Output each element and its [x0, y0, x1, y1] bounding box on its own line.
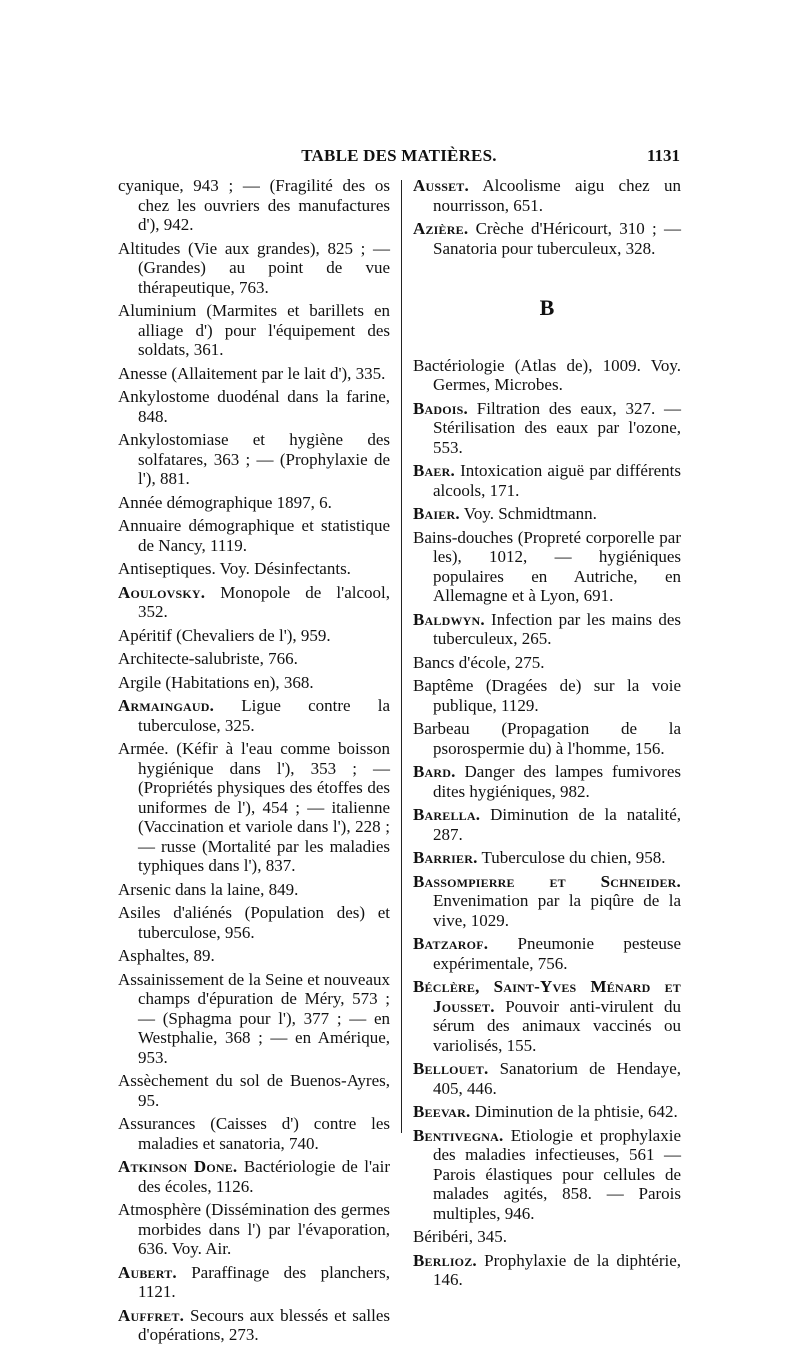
- index-entry: [118, 649, 390, 669]
- index-entry: [413, 1227, 681, 1247]
- author-name: Aubert.: [118, 1262, 177, 1282]
- index-entry: [118, 516, 390, 555]
- entry-text: Argile (Habitations en), 368.: [118, 672, 314, 692]
- author-name: Béclère, Saint-Yves Ménard et Jousset.: [413, 977, 681, 1016]
- entry-text: Assurances (Caisses d') contre les maladies et sanatoria, 740.: [118, 1114, 390, 1153]
- entry-text: Ankylostomiase et hygiène des solfatares, 363 ; — (Prophylaxie de l'), 881.: [118, 430, 390, 488]
- entry-text: Asiles d'aliénés (Population des) et tuberculose, 956.: [118, 903, 390, 942]
- author-name: Batzarof.: [413, 934, 489, 953]
- entry-text: Anesse (Allaitement par le lait d'), 335.: [118, 363, 386, 383]
- entry-text: Atmosphère (Dissémination des germes morbides dans l') par l'évaporation, 636. Voy. Air.: [118, 1200, 390, 1258]
- entry-text: Armée. (Kéfir à l'eau comme boisson hygiénique dans l'), 353 ; — (Propriétés physiques des étoffes des uniformes de l'), 454 ; — italienne (Vaccination et variole dans l'), 228 ; — russe (Mortalité par les maladies typhiques dans l'), 837.: [118, 739, 390, 875]
- entry-text: Infection par les mains des tuberculeux, 265.: [433, 609, 681, 648]
- author-name: Bard.: [413, 762, 456, 781]
- author-name: Beevar.: [413, 1102, 471, 1121]
- index-entry: [118, 1306, 390, 1345]
- entry-text: Bancs d'école, 275.: [413, 652, 545, 672]
- index-entry: [413, 1126, 681, 1224]
- index-entry: [118, 559, 390, 579]
- entry-text: Diminution de la phtisie, 642.: [470, 1102, 678, 1121]
- entry-text: Bains-douches (Propreté corporelle par les), 1012, — hygiéniques populaires en Autriche, en Allemagne et à Lyon, 691.: [413, 527, 681, 605]
- entry-text: cyanique, 943 ; — (Fragilité des os chez les ouvriers des manufactures d'), 942.: [118, 176, 390, 234]
- entry-text: Bactériologie (Atlas de), 1009. Voy. Germes, Microbes.: [413, 355, 681, 394]
- index-entry: [118, 239, 390, 298]
- index-entry: [118, 673, 390, 693]
- index-entry: [413, 719, 681, 758]
- index-entry: [118, 880, 390, 900]
- running-title: TABLE DES MATIÈRES.: [301, 146, 497, 165]
- index-entry: [413, 1102, 681, 1122]
- entry-text: Sanatorium de Hendaye, 405, 446.: [433, 1059, 681, 1098]
- entry-text: Aluminium (Marmites et barillets en alliage d') pour l'équipement des soldats, 361.: [118, 301, 390, 359]
- entry-text: Secours aux blessés et salles d'opérations, 273.: [138, 1305, 390, 1344]
- index-entry: [118, 903, 390, 942]
- index-entry: [118, 739, 390, 876]
- author-name: Baer.: [413, 461, 455, 480]
- entry-text: Danger des lampes fumivores dites hygiéniques, 982.: [433, 762, 681, 801]
- entry-text: Barbeau (Propagation de la psorospermie du) à l'homme, 156.: [413, 719, 681, 758]
- entry-text: Bactériologie de l'air des écoles, 1126.: [138, 1157, 390, 1196]
- author-name: Baier.: [413, 504, 460, 523]
- index-entry: [413, 1251, 681, 1290]
- page-number: 1131: [646, 146, 680, 165]
- index-entry: [413, 219, 681, 258]
- author-name: Atkinson Done.: [118, 1157, 238, 1176]
- index-entry: [413, 805, 681, 844]
- index-entry: [118, 1263, 390, 1302]
- index-entry: [118, 1157, 390, 1196]
- entry-text: Intoxication aiguë par différents alcools, 171.: [433, 461, 681, 500]
- index-entry: [118, 970, 390, 1068]
- entry-text: Envenimation par la piqûre de la vive, 1029.: [433, 891, 681, 930]
- entry-text: Béribéri, 345.: [413, 1227, 507, 1246]
- index-entry: [413, 610, 681, 649]
- entry-text: Ligue contre la tuberculose, 325.: [138, 696, 390, 735]
- index-entry: [413, 356, 681, 395]
- entry-text: Ankylostome duodénal dans la farine, 848.: [118, 387, 390, 426]
- index-entry: [118, 430, 390, 489]
- right-column-bottom: [413, 356, 681, 1290]
- index-entry: [413, 653, 681, 673]
- entry-text: Baptême (Dragées de) sur la voie publique, 1129.: [413, 676, 681, 715]
- author-name: Ausset.: [413, 176, 469, 195]
- entry-text: Paraffinage des planchers, 1121.: [138, 1262, 390, 1301]
- author-name: Armaingaud.: [118, 696, 215, 715]
- index-entry: [413, 528, 681, 606]
- entry-text: Annuaire démographique et statistique de Nancy, 1119.: [118, 516, 390, 555]
- index-entry: [118, 301, 390, 360]
- entry-text: Prophylaxie de la diphtérie, 146.: [433, 1250, 681, 1289]
- right-column: [413, 176, 681, 1294]
- author-name: Azière.: [413, 219, 469, 238]
- index-entry: [118, 1200, 390, 1259]
- author-name: Bassompierre et Schneider.: [413, 871, 681, 891]
- entry-text: Etiologie et prophylaxie des maladies infectieuses, 561 — Parois élastiques pour cellules de malades agités, 858. — Parois multiples, 946.: [433, 1125, 681, 1223]
- entry-text: Filtration des eaux, 327. — Stérilisation des eaux par l'ozone, 553.: [433, 398, 681, 457]
- index-entry: [413, 676, 681, 715]
- right-column-top: [413, 176, 681, 258]
- author-name: Barrier.: [413, 848, 478, 867]
- index-entry: [118, 583, 390, 622]
- entry-text: Monopole de l'alcool, 352.: [138, 582, 390, 621]
- entry-text: Voy. Schmidtmann.: [459, 504, 597, 523]
- index-entry: [118, 387, 390, 426]
- index-entry: [413, 934, 681, 973]
- author-name: Aoulovsky.: [118, 582, 206, 602]
- index-entry: [118, 626, 390, 646]
- section-letter: B: [539, 295, 555, 320]
- left-column: [118, 176, 390, 1349]
- index-entry: [413, 504, 681, 524]
- index-entry: [413, 762, 681, 801]
- index-entry: [413, 461, 681, 500]
- index-entry: [413, 848, 681, 868]
- index-entry: [118, 493, 390, 513]
- author-name: Badois.: [413, 398, 468, 418]
- entry-text: Diminution de la natalité, 287.: [433, 805, 681, 844]
- entry-text: Apéritif (Chevaliers de l'), 959.: [118, 625, 331, 645]
- entry-text: Architecte-salubriste, 766.: [118, 649, 298, 668]
- index-entry: [413, 977, 681, 1055]
- entry-text: Tuberculose du chien, 958.: [477, 848, 666, 867]
- index-entry: [413, 1059, 681, 1098]
- author-name: Auffret.: [118, 1305, 185, 1325]
- index-entry: [118, 364, 390, 384]
- author-name: Berlioz.: [413, 1250, 477, 1270]
- index-entry: [118, 1071, 390, 1110]
- index-entry: [413, 176, 681, 215]
- entry-text: Année démographique 1897, 6.: [118, 492, 332, 512]
- entry-text: Alcoolisme aigu chez un nourrisson, 651.: [433, 176, 681, 215]
- entry-text: Pouvoir anti-virulent du sérum des animaux vaccinés ou variolisés, 155.: [433, 996, 681, 1055]
- author-name: Bellouet.: [413, 1059, 489, 1078]
- entry-text: Assainissement de la Seine et nouveaux champs d'épuration de Méry, 573 ; — (Sphagma pour l'), 377 ; — en Westphalie, 368 ; — en Amérique, 953.: [118, 969, 390, 1067]
- index-entry: [413, 872, 681, 931]
- index-entry: [118, 696, 390, 735]
- author-name: Bentivegna.: [413, 1125, 504, 1145]
- author-name: Barella.: [413, 805, 481, 824]
- entry-text: Crèche d'Héricourt, 310 ; — Sanatoria pour tuberculeux, 328.: [433, 219, 681, 258]
- index-entry: [118, 176, 390, 235]
- entry-text: Assèchement du sol de Buenos-Ayres, 95.: [118, 1071, 390, 1110]
- index-entry: [413, 399, 681, 458]
- entry-text: Antiseptiques. Voy. Désinfectants.: [118, 559, 351, 578]
- column-divider: [401, 180, 402, 1133]
- index-entry: [118, 1114, 390, 1153]
- index-entry: [118, 946, 390, 966]
- entry-text: Asphaltes, 89.: [118, 946, 215, 965]
- page-header: [118, 146, 680, 168]
- entry-text: Altitudes (Vie aux grandes), 825 ; — (Grandes) au point de vue thérapeutique, 763.: [118, 238, 390, 297]
- entry-text: Arsenic dans la laine, 849.: [118, 879, 299, 899]
- entry-text: Pneumonie pesteuse expérimentale, 756.: [433, 934, 681, 973]
- author-name: Baldwyn.: [413, 609, 485, 629]
